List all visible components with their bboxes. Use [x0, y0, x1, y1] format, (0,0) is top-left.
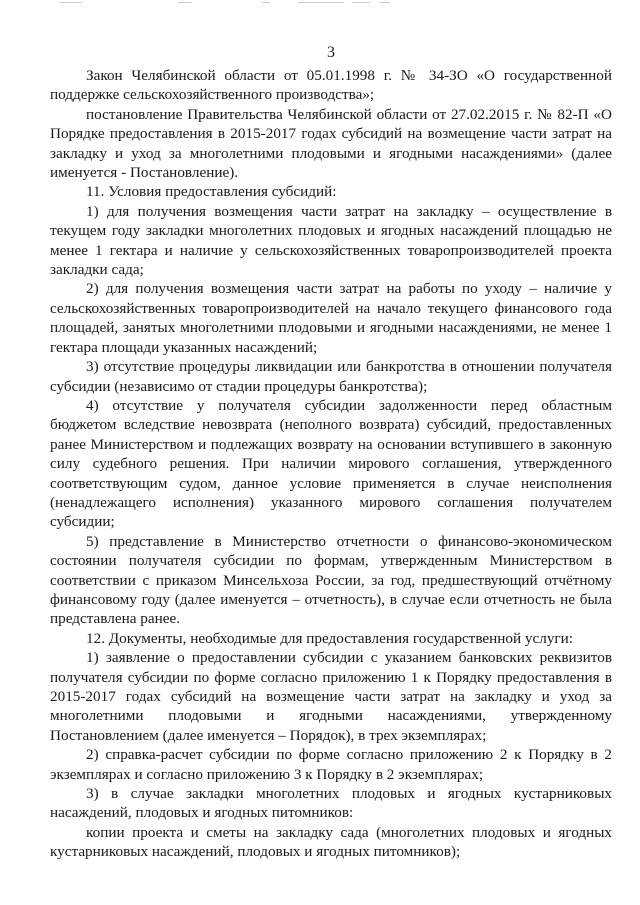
section-11-item-3: 3) отсутствие процедуры ликвидации или банкротства в отношении получателя субсидии (независимо от стадии процедуры банкротства);	[50, 358, 612, 395]
section-11-item-4: 4) отсутствие у получателя субсидии задолженности перед областным бюджетом вследствие невозврата (неполного возврата) субсидий, предоставленных ранее Министерством и подлежащих возврату на основании вступившего в законную силу судебного решения. При наличии мирового соглашения, утвержденного соответствующим судом, данное условие применяется в случае неисполнения (ненадлежащего исполнения) указанного мирового соглашения получателем субсидии;	[50, 396, 612, 531]
section-12-item-3-copies: копии проекта и сметы на закладку сада (многолетних плодовых и ягодных кустарниковых насаждений, плодовых и ягодных питомников);	[50, 823, 612, 861]
section-12-item-3: 3) в случае закладки многолетних плодовых и ягодных кустарниковых насаждений, плодовых и ягодных питомников:	[50, 785, 612, 822]
page-number: 3	[327, 44, 335, 61]
section-12-heading: 12. Документы, необходимые для предоставления государственной услуги:	[86, 629, 573, 647]
section-11-item-1: 1) для получения возмещения части затрат на закладку – осуществление в текущем году закладки многолетних плодовых и ягодных насаждений площадью не менее 1 гектара и наличие у сельскохозяйственных товаропроизводителей проекта закладки сада;	[50, 202, 612, 279]
section-11-heading: 11. Условия предоставления субсидий:	[86, 183, 337, 201]
section-12-item-1: 1) заявление о предоставлении субсидии с указанием банковских реквизитов получателя субсидии по форме согласно приложению 1 к Порядку предоставления в 2015-2017 годах субсидий на возмещение части затрат на закладку и уход за многолетними плодовыми и ягодными насаждениями, утвержденному Постановлением (далее именуется – Порядок), в трех экземплярах;	[50, 649, 612, 744]
paragraph-law: Закон Челябинской области от 05.01.1998 г. № 34-ЗО «О государственной поддержке сельскохозяйственного производства»;	[50, 67, 612, 104]
scan-edge-marks	[0, 0, 640, 8]
document-body	[50, 66, 612, 862]
section-12-item-2: 2) справка-расчет субсидии по форме согласно приложению 2 к Порядку в 2 экземплярах и согласно приложению 3 к Порядку в 2 экземплярах;	[50, 746, 612, 783]
paragraph-resolution: постановление Правительства Челябинской области от 27.02.2015 г. № 82-П «О Порядке предоставления в 2015-2017 годах субсидий на возмещение части затрат на закладку и уход за многолетними плодовыми и ягодными насаждениями» (далее именуется - Постановление).	[50, 105, 612, 182]
section-11-item-5: 5) представление в Министерство отчетности о финансово-экономическом состоянии получателя субсидии по формам, утвержденным Министерством в соответствии с приказом Минсельхоза России, за год, предшествующий отчётному финансовому году (далее именуется – отчетность), в случае если отчетность не была представлена ранее.	[50, 532, 612, 628]
section-11-item-2: 2) для получения возмещения части затрат на работы по уходу – наличие у сельскохозяйственных товаропроизводителей на начало текущего финансового года площадей, занятых многолетними плодовыми и ягодными насаждениями, не менее 1 гектара площади указанных насаждений;	[50, 280, 612, 356]
